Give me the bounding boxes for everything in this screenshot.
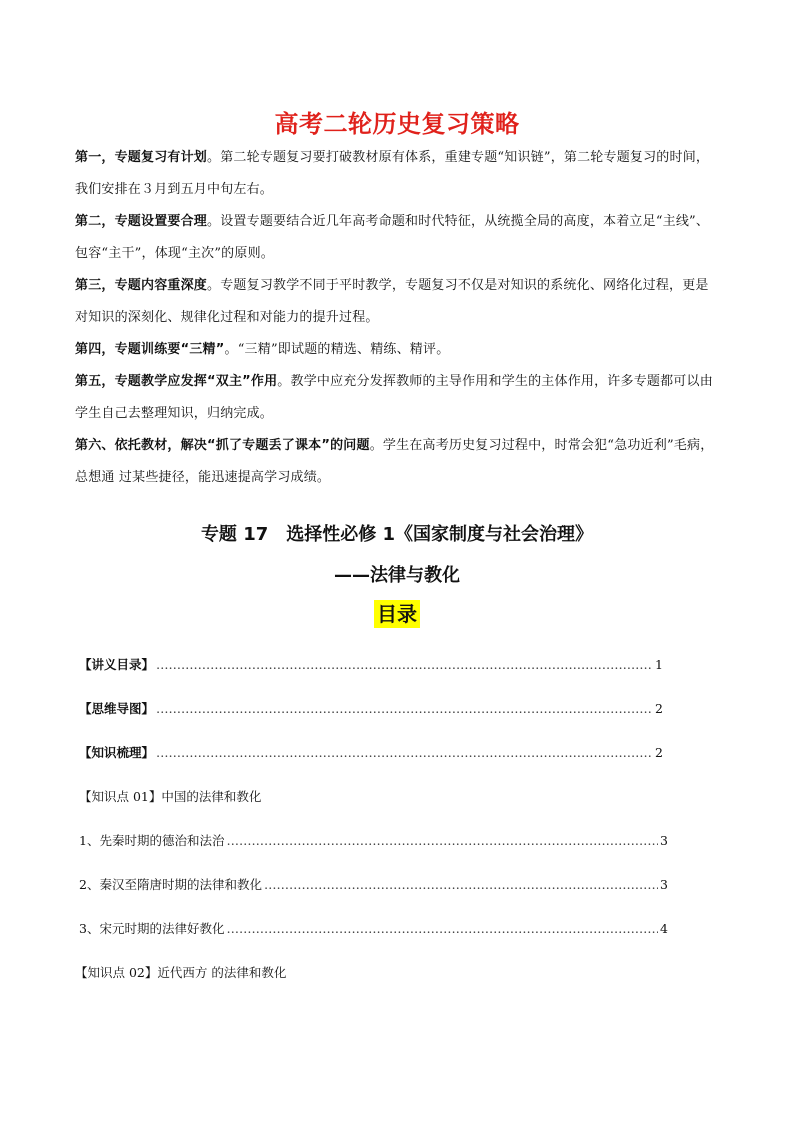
strategy-section: [75, 142, 721, 494]
strategy-text: 。专题复习教学不同于平时教学，专题复习不仅是对知识的系统化、网络化过程，更是对知识的深刻化、规律化过程和对能力的提升过程。: [75, 278, 709, 325]
strategy-paragraph-1: [75, 142, 721, 206]
toc-entry-pre-qin[interactable]: [79, 832, 668, 850]
toc-entry-label: 【知识梳理】: [79, 745, 155, 760]
strategy-paragraph-6: [75, 430, 721, 494]
toc-leader-dots: [156, 656, 653, 674]
toc-entry-label: 【思维导图】: [79, 701, 155, 716]
toc-page-number: 2: [655, 701, 663, 716]
toc-page-number: 1: [655, 657, 663, 672]
toc-title: 目录: [374, 600, 420, 628]
main-title: 高考二轮历史复习策略: [274, 110, 520, 138]
toc-page-number: 3: [660, 833, 668, 848]
toc-entry-knowledge[interactable]: [79, 744, 663, 762]
strategy-text: 。教学中应充分发挥教师的主导作用和学生的主体作用，许多专题都可以由学生自己去整理知识，归纳完成。: [75, 374, 713, 421]
toc-entry-point-02[interactable]: 【知识点 02】近代西方 的法律和教化: [75, 965, 287, 980]
strategy-lead: 第五，专题教学应发挥“双主”作用: [75, 374, 278, 389]
toc-entry-label: 3、宋元时期的法律好教化: [79, 921, 225, 936]
strategy-paragraph-2: [75, 206, 721, 270]
toc-entry-label: 【讲义目录】: [79, 657, 155, 672]
toc-page-number: 4: [660, 921, 668, 936]
toc-leader-dots: [264, 876, 658, 894]
toc-entry-label: 1、先秦时期的德治和法治: [79, 833, 225, 848]
strategy-paragraph-3: [75, 270, 721, 334]
toc-leader-dots: [226, 832, 658, 850]
toc-entry-point-01[interactable]: 【知识点 01】中国的法律和教化: [79, 789, 262, 804]
toc-entry-label: 2、秦汉至隋唐时期的法律和教化: [79, 877, 262, 892]
strategy-lead: 第二，专题设置要合理: [75, 214, 208, 229]
strategy-lead: 第一，专题复习有计划: [75, 150, 208, 165]
toc-page-number: 2: [655, 745, 663, 760]
strategy-text: 。学生在高考历史复习过程中，时常会犯“急功近利”毛病，总想通 过某些捷径，能迅速提高学习成绩。: [75, 438, 714, 485]
toc-page-number: 3: [660, 877, 668, 892]
toc-leader-dots: [156, 744, 653, 762]
toc-heading: [0, 600, 794, 628]
strategy-lead: 第四，专题训练要“三精”: [75, 342, 225, 357]
toc-entry-qin-han-sui-tang[interactable]: [79, 876, 668, 894]
toc-entry-song-yuan[interactable]: [79, 920, 668, 938]
strategy-paragraph-5: [75, 366, 721, 430]
topic-subtitle: ——法律与教化: [334, 565, 460, 586]
strategy-text: 。“三精”即试题的精选、精练、精评。: [224, 342, 450, 357]
strategy-lead: 第三，专题内容重深度: [75, 278, 208, 293]
strategy-text: 。第二轮专题复习要打破教材原有体系，重建专题“知识链”，第二轮专题复习的时间，我们安排在３月到五月中旬左右。: [75, 150, 710, 197]
strategy-text: 。设置专题要结合近几年高考命题和时代特征，从统揽全局的高度，本着立足“主线”、包容“主干”，体现“主次”的原则。: [75, 214, 710, 261]
topic-title: 专题 17 选择性必修 1《国家制度与社会治理》: [200, 524, 594, 545]
toc-leader-dots: [226, 920, 658, 938]
toc-leader-dots: [156, 700, 653, 718]
toc-entry-mindmap[interactable]: [79, 700, 663, 718]
strategy-paragraph-4: [75, 334, 721, 366]
toc-entry-handout[interactable]: [79, 656, 663, 674]
strategy-lead: 第六、依托教材，解决“抓了专题丢了课本”的问题: [75, 438, 370, 453]
